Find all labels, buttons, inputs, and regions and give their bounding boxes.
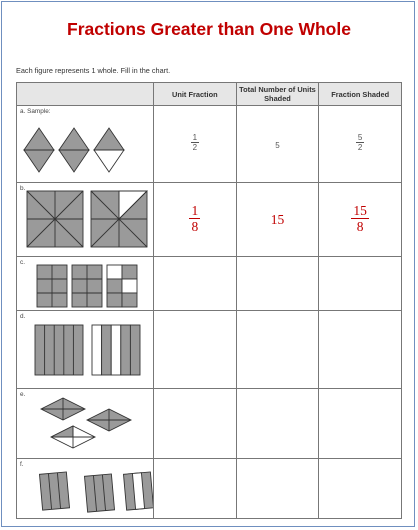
unit-fraction-cell bbox=[154, 183, 237, 257]
unit-fraction: $\frac{1}{2}$ bbox=[192, 133, 198, 152]
row-label: a. Sample: bbox=[20, 108, 51, 115]
figure-cell-a bbox=[17, 106, 154, 183]
fraction-shaded-cell[interactable] bbox=[319, 311, 402, 389]
total-units: 5 bbox=[275, 141, 280, 150]
tilted-rectangle-figures bbox=[17, 459, 153, 519]
unit-fraction: $\frac{1}{8}$ bbox=[191, 203, 199, 234]
unit-fraction-cell bbox=[154, 106, 237, 183]
header-unit-fraction: Unit Fraction bbox=[154, 83, 237, 106]
rhombus-figures bbox=[17, 106, 153, 183]
table-row bbox=[17, 389, 402, 459]
header-figure bbox=[17, 83, 154, 106]
total-units-cell bbox=[236, 106, 319, 183]
row-label: c. bbox=[20, 259, 25, 266]
figure-cell-b bbox=[17, 183, 154, 257]
fraction-shaded-cell[interactable] bbox=[319, 257, 402, 311]
row-label: e. bbox=[20, 391, 26, 398]
figure-cell-c bbox=[17, 257, 154, 311]
table-row bbox=[17, 183, 402, 257]
total-units-cell[interactable] bbox=[236, 459, 319, 519]
figure-cell-d bbox=[17, 311, 154, 389]
kite-figures bbox=[17, 389, 153, 459]
row-label: b. bbox=[20, 185, 26, 192]
figure-cell-f bbox=[17, 459, 154, 519]
row-label: d. bbox=[20, 313, 26, 320]
eighths-square-figures bbox=[17, 183, 153, 257]
grid-figures bbox=[17, 257, 153, 311]
page-title: Fractions Greater than One Whole bbox=[67, 19, 351, 39]
total-units: 15 bbox=[270, 211, 285, 227]
header-total-units: Total Number of Units Shaded bbox=[236, 83, 319, 106]
row-label: f. bbox=[20, 461, 24, 468]
fraction-shaded-cell[interactable] bbox=[319, 389, 402, 459]
total-units-cell[interactable] bbox=[236, 311, 319, 389]
header-row bbox=[17, 83, 402, 106]
unit-fraction-cell[interactable] bbox=[154, 389, 237, 459]
fraction-shaded-cell[interactable] bbox=[319, 459, 402, 519]
table-row bbox=[17, 311, 402, 389]
fraction-shaded: $\frac{5}{2}$ bbox=[357, 133, 363, 152]
total-units-cell[interactable] bbox=[236, 389, 319, 459]
header-fraction-shaded: Fraction Shaded bbox=[319, 83, 402, 106]
table-row bbox=[17, 459, 402, 519]
unit-fraction-cell[interactable] bbox=[154, 257, 237, 311]
instructions: Each figure represents 1 whole. Fill in the chart. bbox=[16, 66, 171, 75]
fraction-shaded-cell bbox=[319, 183, 402, 257]
total-units-cell bbox=[236, 183, 319, 257]
fraction-chart bbox=[16, 82, 402, 519]
unit-fraction-cell[interactable] bbox=[154, 311, 237, 389]
table-row bbox=[17, 106, 402, 183]
fraction-shaded-cell bbox=[319, 106, 402, 183]
unit-fraction-cell[interactable] bbox=[154, 459, 237, 519]
total-units-cell[interactable] bbox=[236, 257, 319, 311]
bar-figures bbox=[17, 311, 153, 389]
table-row bbox=[17, 257, 402, 311]
fraction-shaded: $\frac{15}{8}$ bbox=[353, 203, 367, 234]
figure-cell-e bbox=[17, 389, 154, 459]
